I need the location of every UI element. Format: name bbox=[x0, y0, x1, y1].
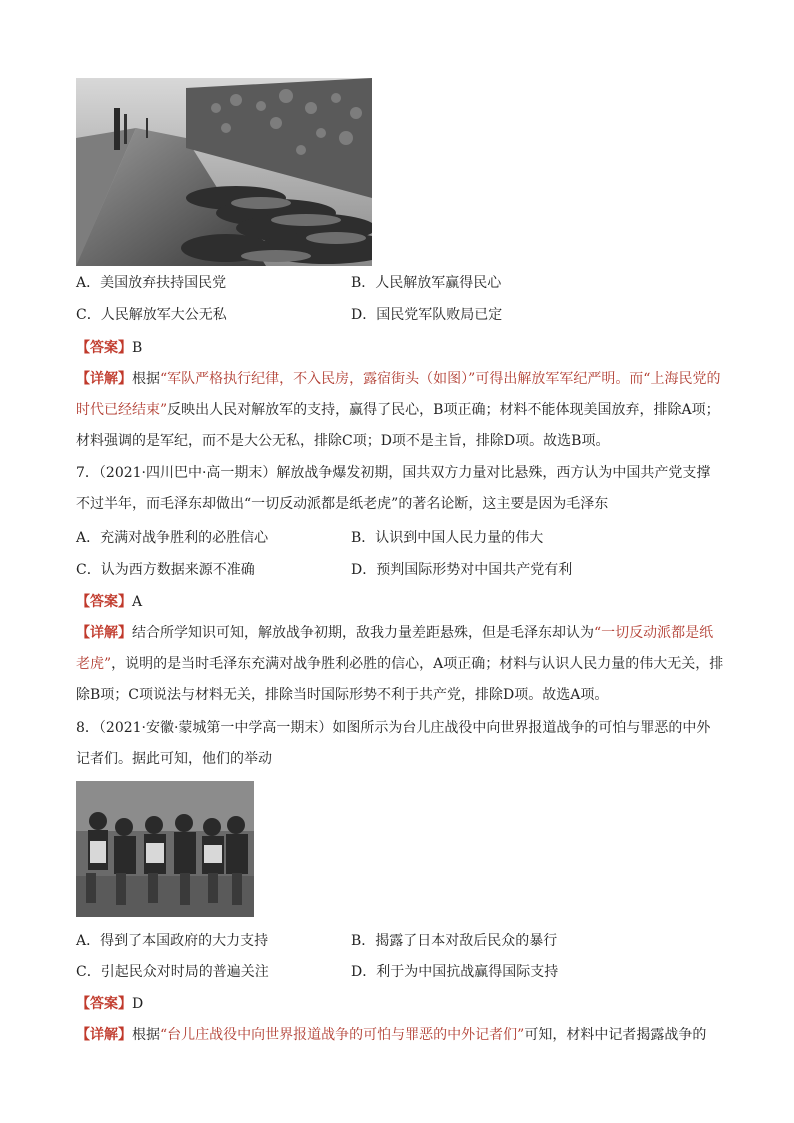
q6-option-a: A．美国放弃扶持国民党 bbox=[76, 275, 227, 291]
q7-explanation bbox=[76, 618, 724, 711]
q7-answer-value: A bbox=[132, 594, 143, 610]
q8-answer bbox=[76, 994, 143, 1014]
q8-answer-label: 【答案】 bbox=[76, 996, 132, 1012]
q6-explanation bbox=[76, 364, 724, 457]
q8-explain-quote: “台儿庄战役中向世界报道战争的可怕与罪恶的中外记者们” bbox=[160, 1027, 525, 1043]
q6-answer-label: 【答案】 bbox=[76, 340, 132, 356]
q7-option-b: B．认识到中国人民力量的伟大 bbox=[351, 530, 544, 546]
q8-explanation bbox=[76, 1020, 724, 1051]
q7-option-c: C．认为西方数据来源不准确 bbox=[76, 562, 255, 578]
q7-explain-text-2: ，说明的是当时毛泽东充满对战争胜利必胜的信心，A项正确；材料与认识人民力量的伟大无关，排除B项；C项说法与材料无关，排除当时国际形势不利于共产党，排除D项。故选A项。 bbox=[76, 656, 724, 703]
q6-explain-quote: “军队严格执行纪律，不入民房，露宿街头（如图）”可得出解放军军纪严明。而“上海民党的时代已经结束” bbox=[76, 371, 721, 418]
q6-explain-label: 【详解】 bbox=[76, 371, 132, 387]
q7-stem: 7．（2021·四川巴中·高一期末）解放战争爆发初期，国共双方力量对比悬殊，西方认为中国共产党支撑不过半年，而毛泽东却做出“一切反动派都是纸老虎”的著名论断，这主要是因为毛泽东 bbox=[76, 465, 711, 512]
q6-answer bbox=[76, 338, 142, 358]
q7-answer-label: 【答案】 bbox=[76, 594, 132, 610]
q8-answer-value: D bbox=[132, 996, 144, 1012]
q8-explain-text-1: 根据 bbox=[132, 1027, 160, 1043]
photo-soldiers-graphic bbox=[76, 78, 372, 266]
q7-explain-text-1: 结合所学知识可知，解放战争初期，敌我力量差距悬殊，但是毛泽东却认为 bbox=[132, 625, 594, 641]
q6-option-b: B．人民解放军赢得民心 bbox=[351, 275, 502, 291]
q7-explain-quote: “一切反动派都是纸老虎” bbox=[76, 625, 714, 672]
q8-explain-label: 【详解】 bbox=[76, 1027, 132, 1043]
q7-explain-label: 【详解】 bbox=[76, 625, 132, 641]
q7-answer bbox=[76, 592, 142, 612]
q8-stem: 8．（2021·安徽·蒙城第一中学高一期末）如图所示为台儿庄战役中向世界报道战争的可怕与罪恶的中外记者们。据此可知，他们的举动 bbox=[76, 720, 711, 767]
q7-option-d: D．预判国际形势对中国共产党有利 bbox=[351, 562, 573, 578]
q8-option-d: D．利于为中国抗战赢得国际支持 bbox=[351, 964, 559, 980]
q6-option-c: C．人民解放军大公无私 bbox=[76, 307, 227, 323]
q8-option-a: A．得到了本国政府的大力支持 bbox=[76, 933, 269, 949]
q8-explain-text-2: 可知，材料中记者揭露战争的 bbox=[524, 1027, 707, 1043]
q6-explain-text-2: 反映出人民对解放军的支持，赢得了民心，B项正确；材料不能体现美国放弃，排除A项；材料强调的是军纪，而不是大公无私，排除C项；D项不是主旨，排除D项。故选B项。 bbox=[76, 402, 720, 449]
q6-option-d: D．国民党军队败局已定 bbox=[351, 307, 503, 323]
photo-journalists-graphic bbox=[76, 781, 254, 917]
photo-soldiers-sleeping-street bbox=[76, 78, 372, 266]
q7-option-a: A．充满对战争胜利的必胜信心 bbox=[76, 530, 269, 546]
q8-option-c: C．引起民众对时局的普遍关注 bbox=[76, 964, 269, 980]
q8-option-b: B．揭露了日本对敌后民众的暴行 bbox=[351, 933, 558, 949]
q6-answer-value: B bbox=[132, 340, 143, 356]
q6-explain-text-1: 根据 bbox=[132, 371, 160, 387]
photo-journalists-group bbox=[76, 781, 254, 917]
